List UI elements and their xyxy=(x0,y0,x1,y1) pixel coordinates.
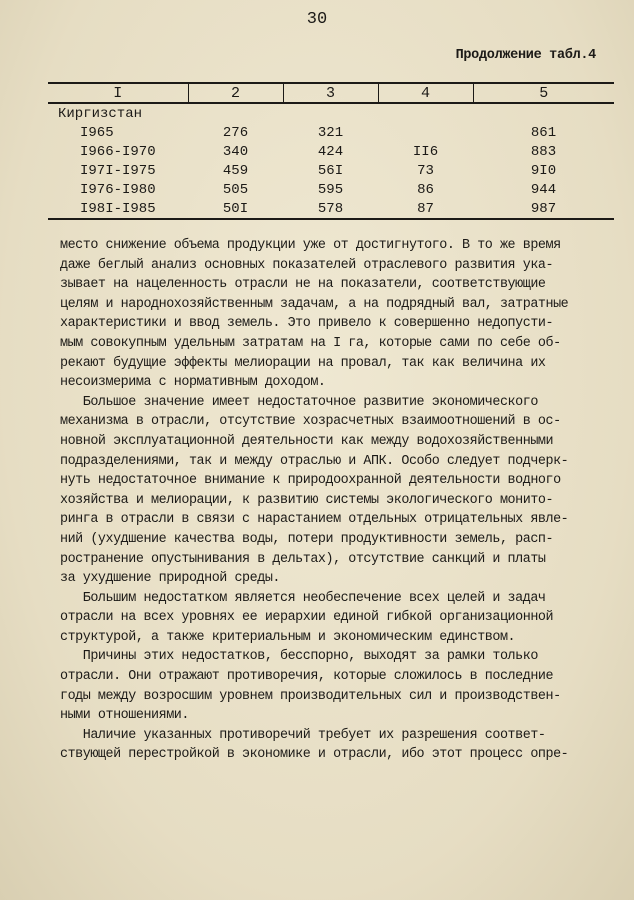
table-row xyxy=(48,123,614,142)
column-header: 4 xyxy=(378,83,473,103)
text-line: подразделениями, так и между отраслью и АПК. Особо следует подчерк- xyxy=(60,453,569,469)
text-line: зывает на нацеленность отрасли не на показатели, соответствующие xyxy=(60,277,546,293)
text-line: несоизмерима с нормативным доходом. xyxy=(60,375,326,391)
text-line: рекают будущие эффекты мелиорации на провал, так как величина их xyxy=(60,355,546,371)
row-label: I965 xyxy=(80,124,114,141)
table-cell: 944 xyxy=(530,181,557,198)
table-cell xyxy=(473,103,614,123)
table-cell: 87 xyxy=(378,199,473,219)
text-line: ний (ухудшение качества воды, потери продуктивности земель, расп- xyxy=(60,531,554,547)
table-cell: 86 xyxy=(417,181,434,198)
column-header: 3 xyxy=(283,83,378,103)
text-line: Причины этих недостатков, бесспорно, выходят за рамки только xyxy=(60,649,538,665)
table-cell: 321 xyxy=(317,124,344,141)
table-cell xyxy=(283,103,378,123)
text-line: место снижение объема продукции уже от достигнутого. В то же время xyxy=(60,238,561,253)
page-number: 30 xyxy=(306,10,328,29)
table-row xyxy=(48,142,614,161)
text-line: ринга в отрасли в связи с нарастанием отдельных отрицательных явле- xyxy=(60,512,569,528)
text-line: Большое значение имеет недостаточное развитие экономического xyxy=(60,394,538,410)
row-label: I97I-I975 xyxy=(80,162,156,179)
column-header: 2 xyxy=(188,83,283,103)
table-row xyxy=(48,103,614,123)
body-text xyxy=(60,236,608,765)
table-cell: 883 xyxy=(530,143,557,160)
text-line: годы между возросшим уровнем производительных сил и производствен- xyxy=(60,688,561,704)
text-line: ствующей перестройкой в экономике и отрасли, ибо этот процесс опре- xyxy=(60,747,569,763)
table-cell: II6 xyxy=(412,143,439,160)
row-label: I98I-I985 xyxy=(48,199,188,219)
table-row xyxy=(48,180,614,199)
table-cell: 595 xyxy=(317,181,344,198)
row-label: Киргизстан xyxy=(58,105,143,122)
table-cell: 50I xyxy=(188,199,283,219)
row-label: I966-I970 xyxy=(80,143,156,160)
table-cell: 861 xyxy=(530,124,557,141)
text-line: хозяйства и мелиорации, к развитию системы экологического монито- xyxy=(60,492,554,508)
text-line: ространение опустынивания в дельтах), отсутствие санкций и платы xyxy=(60,551,546,567)
table-cell xyxy=(378,103,473,123)
text-line: нуть недостаточное внимание к природоохранной деятельности водного xyxy=(60,473,561,489)
table-cell: 340 xyxy=(222,143,249,160)
table-cell: 459 xyxy=(222,162,249,179)
text-line: даже беглый анализ основных показателей отраслевого развития ука- xyxy=(60,257,554,273)
column-header: I xyxy=(48,83,188,103)
table-cell: 9I0 xyxy=(530,162,557,179)
table-cell: 276 xyxy=(222,124,249,141)
text-line: ными отношениями. xyxy=(60,708,189,724)
table-cell: 578 xyxy=(283,199,378,219)
text-line: механизма в отрасли, отсутствие хозрасчетных взаимоотношений в ос- xyxy=(60,414,561,430)
text-line: отрасли на всех уровнях ее иерархии единой гибкой организационной xyxy=(60,610,554,626)
text-line: мым совокупным удельным затратам на I га, которые сами по себе об- xyxy=(60,335,561,351)
table-header-row xyxy=(48,83,614,103)
table-row xyxy=(48,161,614,180)
row-label: I976-I980 xyxy=(80,181,156,198)
data-table xyxy=(48,82,614,220)
table-cell: 424 xyxy=(317,143,344,160)
table-cell xyxy=(188,103,283,123)
table-row xyxy=(48,199,614,219)
table-cell: 987 xyxy=(473,199,614,219)
table-cell: 56I xyxy=(317,162,344,179)
table-caption: Продолжение табл.4 xyxy=(455,48,596,63)
text-line: новной эксплуатационной деятельности как между водохозяйственными xyxy=(60,433,554,449)
text-line: отрасли. Они отражают противоречия, которые сложилось в последние xyxy=(60,669,554,685)
column-header: 5 xyxy=(473,83,614,103)
text-line: за ухудшение природной среды. xyxy=(60,571,280,587)
text-line: целям и народнохозяйственным задачам, а на подрядный вал, затратные xyxy=(60,296,569,312)
table-cell: 73 xyxy=(417,162,434,179)
table-cell xyxy=(378,123,473,142)
text-line: структурой, а также критериальным и экономическим единством. xyxy=(60,629,516,645)
text-line: Большим недостатком является необеспечение всех целей и задач xyxy=(60,590,546,606)
text-line: характеристики и ввод земель. Это привело к совершенно недопусти- xyxy=(60,316,554,332)
text-line: Наличие указанных противоречий требует их разрешения соответ- xyxy=(60,727,546,743)
table-cell: 505 xyxy=(222,181,249,198)
